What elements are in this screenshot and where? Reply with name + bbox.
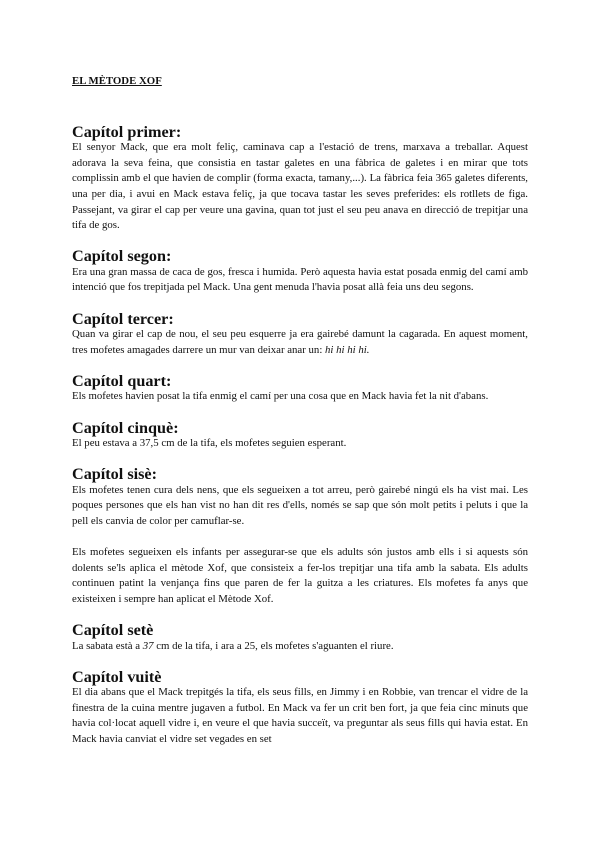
chapter-5 (72, 418, 528, 452)
chapter-paragraph (72, 639, 528, 655)
chapter-heading: Capítol quart: (72, 371, 172, 390)
chapter-4 (72, 371, 528, 405)
paragraph-text: cm de la tifa, i ara a 25, els mofetes s'aguanten el riure. (156, 639, 394, 652)
chapter-heading: Capítol vuitè (72, 667, 162, 686)
chapter-8 (72, 667, 528, 748)
chapter-paragraph (72, 327, 528, 358)
chapter-paragraph: Els mofetes segueixen els infants per assegurar-se que els adults són justos amb ells i si aquests són dolents se'ls aplica el mètode Xof, que consisteix a fer-los trepitjar una tifa amb la sabata. Els adults continuen patint la venjança fins que paren de fer la guitza a les criatures. Els mofetes fa anys que existeixen i sempre han aplicat el Mètode Xof. (72, 546, 528, 605)
chapter-heading: Capítol tercer: (72, 309, 174, 328)
chapter-heading: Capítol segon: (72, 247, 172, 266)
chapter-heading: Capítol setè (72, 620, 154, 639)
paragraph-text: La sabata està a (72, 639, 141, 652)
chapter-paragraph: El dia abans que el Mack trepitgés la tifa, els seus fills, en Jimmy i en Robbie, van trencar el vidre de la finestra de la cuina mentre jugaven a futbol. En Mack va fer un crit ben fort, ja que feia cinc minuts que havia col·locat aquell vidre i, en veure el que havia succeït, va preguntar als seus fills qui havia estat. En Mack havia canviat el vidre set vegades en set (72, 686, 528, 745)
chapter-7 (72, 620, 528, 654)
chapter-paragraph: Els mofetes tenen cura dels nens, que els segueixen a tot arreu, però gairebé ningú els ha vist mai. Les poques persones que els han vist no han dit res d'ells, només se sap que són molt petits i peluts i que la pell els canvia de color per camuflar-se. (72, 483, 528, 527)
document-title: EL MÈTODE XOF (72, 75, 162, 87)
chapter-1 (72, 122, 528, 234)
chapter-3 (72, 309, 528, 359)
italic-number: 37 (142, 639, 154, 652)
chapter-paragraph: El senyor Mack, que era molt feliç, caminava cap a l'estació de trens, marxava a treballar. Aquest adorava la seva feina, que consistia en tastar galetes en una fàbrica de galetes i en mirar que tots complissin amb el que havien de complir (forma exacta, tamany,...). La fàbrica feia 365 galetes diferents, una per dia, i avui en Mack estava feliç, ja que tocava tastar les seves preferides: els rotllets de figa. Passejant, va girar el cap per veure una gavina, quan tot just el seu peu anava en direcció de trepitjar una tifa de gos. (72, 141, 528, 232)
document-page (72, 74, 528, 763)
italic-laugh: hi hi hi hi. (325, 343, 370, 356)
chapter-heading: Capítol cinquè: (72, 418, 179, 437)
chapter-heading: Capítol primer: (72, 122, 182, 141)
chapter-6 (72, 467, 528, 607)
chapter-heading: Capítol sisè: (72, 465, 157, 484)
chapter-paragraph: Era una gran massa de caca de gos, fresca i humida. Però aquesta havia estat posada enmig del camí amb intenció que fos trepitjada pel Mack. Una gent menuda l'havia posat allà feia uns deu segons. (72, 265, 528, 294)
chapter-paragraph: Els mofetes havien posat la tifa enmig el camí per una cosa que en Mack havia fet la nit d'abans. (72, 390, 489, 403)
chapter-paragraph: El peu estava a 37,5 cm de la tifa, els mofetes seguien esperant. (72, 437, 347, 450)
chapter-2 (72, 249, 528, 296)
paragraph-text: Quan va girar el cap de nou, el seu peu esquerre ja era gairebé damunt la cagarada. En aquest moment, tres mofetes amagades darrere un mur van deixar anar un: (72, 328, 528, 356)
